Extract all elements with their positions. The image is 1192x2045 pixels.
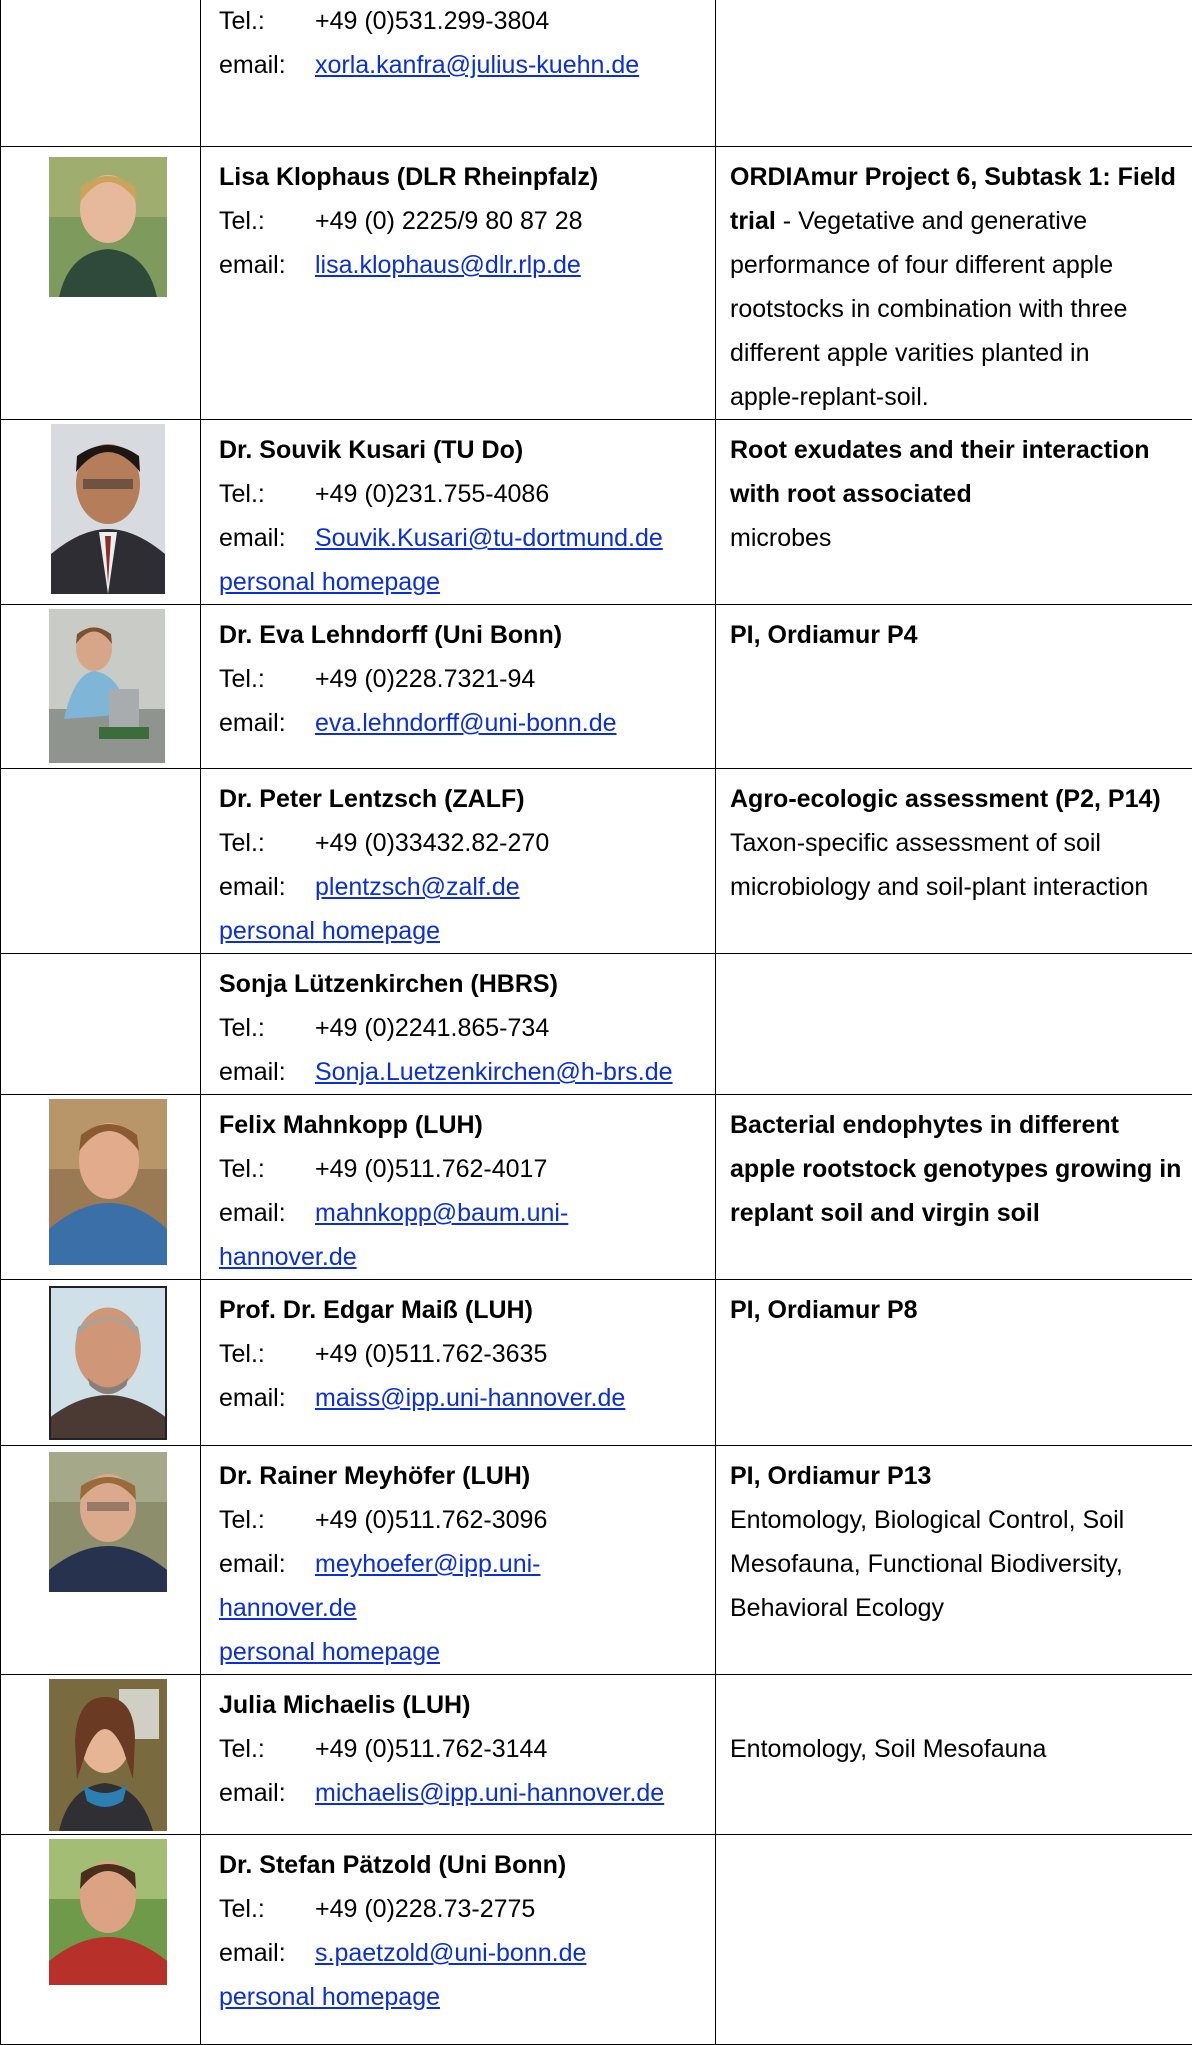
topic-text: performance of four different apple [730, 243, 1186, 287]
email-label: email: [219, 1542, 315, 1586]
topic-text: microbiology and soil-plant interaction [730, 865, 1186, 909]
topic-title: Agro-ecologic assessment (P2, P14) [730, 777, 1186, 821]
tel-label: Tel.: [219, 199, 315, 243]
phone-number: +49 (0)33432.82-270 [315, 829, 549, 857]
portrait-photo [49, 1452, 167, 1592]
topic-text: Entomology, Biological Control, Soil [730, 1498, 1186, 1542]
portrait-photo [49, 1099, 167, 1265]
contact-cell [201, 1446, 716, 1675]
person-name: Dr. Eva Lehndorff (Uni Bonn) [219, 613, 709, 657]
topic-title: apple rootstock genotypes growing in [730, 1147, 1186, 1191]
topic-text: rootstocks in combination with three [730, 287, 1186, 331]
topic-title: ORDIAmur Project 6, Subtask 1: Field [730, 155, 1186, 199]
table-row [1, 147, 1192, 420]
contact-cell [201, 1280, 716, 1446]
email-link[interactable]: Sonja.Luetzenkirchen@h-brs.de [315, 1058, 673, 1086]
personal-homepage-link[interactable]: personal homepage [219, 568, 440, 596]
tel-label: Tel.: [219, 0, 315, 43]
email-label: email: [219, 1050, 315, 1094]
email-link-continued[interactable]: hannover.de [219, 1594, 357, 1622]
email-label: email: [219, 1191, 315, 1235]
photo-cell [1, 769, 201, 954]
table-row [1, 1835, 1192, 2045]
photo-cell [1, 1675, 201, 1835]
topic-cell [716, 0, 1192, 147]
person-name: Dr. Stefan Pätzold (Uni Bonn) [219, 1843, 709, 1887]
portrait-photo [49, 1286, 167, 1440]
tel-label: Tel.: [219, 1498, 315, 1542]
table-row [1, 954, 1192, 1095]
topic-cell [716, 1446, 1192, 1675]
person-name: Felix Mahnkopp (LUH) [219, 1103, 709, 1147]
person-name: Sonja Lützenkirchen (HBRS) [219, 962, 709, 1006]
topic-text: Taxon-specific assessment of soil [730, 821, 1186, 865]
photo-cell [1, 1280, 201, 1446]
tel-label: Tel.: [219, 472, 315, 516]
email-link[interactable]: lisa.klophaus@dlr.rlp.de [315, 251, 581, 279]
topic-text: Mesofauna, Functional Biodiversity, [730, 1542, 1186, 1586]
email-link[interactable]: maiss@ipp.uni-hannover.de [315, 1384, 625, 1412]
email-link[interactable]: plentzsch@zalf.de [315, 873, 520, 901]
contact-cell [201, 147, 716, 420]
phone-number: +49 (0)228.7321-94 [315, 665, 535, 693]
topic-text: microbes [730, 516, 1186, 560]
tel-label: Tel.: [219, 1006, 315, 1050]
tel-label: Tel.: [219, 1147, 315, 1191]
topic-text: different apple varities planted in [730, 331, 1186, 375]
photo-cell [1, 147, 201, 420]
photo-cell [1, 420, 201, 605]
contact-cell [201, 0, 716, 147]
topic-title: PI, Ordiamur P13 [730, 1454, 1186, 1498]
topic-cell [716, 605, 1192, 769]
phone-number: +49 (0)511.762-3144 [315, 1735, 547, 1763]
phone-number: +49 (0)511.762-4017 [315, 1155, 547, 1183]
email-link[interactable]: Souvik.Kusari@tu-dortmund.de [315, 524, 663, 552]
tel-label: Tel.: [219, 1332, 315, 1376]
personal-homepage-link[interactable]: personal homepage [219, 917, 440, 945]
email-link-continued[interactable]: hannover.de [219, 1243, 357, 1271]
person-name: Dr. Peter Lentzsch (ZALF) [219, 777, 709, 821]
personal-homepage-link[interactable]: personal homepage [219, 1638, 440, 1666]
email-link[interactable]: s.paetzold@uni-bonn.de [315, 1939, 586, 1967]
topic-text: - Vegetative and generative [776, 207, 1087, 235]
portrait-photo [49, 1679, 167, 1831]
phone-number: +49 (0)2241.865-734 [315, 1014, 549, 1042]
email-label: email: [219, 43, 315, 87]
topic-title: PI, Ordiamur P4 [730, 613, 1186, 657]
person-name: Prof. Dr. Edgar Maiß (LUH) [219, 1288, 709, 1332]
phone-number: +49 (0) 2225/9 80 87 28 [315, 207, 583, 235]
table-row [1, 1675, 1192, 1835]
email-label: email: [219, 865, 315, 909]
topic-title: with root associated [730, 472, 1186, 516]
table-row [1, 1095, 1192, 1280]
table-row [1, 605, 1192, 769]
photo-cell [1, 1446, 201, 1675]
photo-cell [1, 0, 201, 147]
topic-text: apple-replant-soil. [730, 375, 1186, 419]
topic-cell [716, 147, 1192, 420]
contact-cell [201, 769, 716, 954]
phone-number: +49 (0)231.755-4086 [315, 480, 549, 508]
contact-cell [201, 954, 716, 1095]
photo-cell [1, 605, 201, 769]
contact-cell [201, 420, 716, 605]
table-row [1, 1280, 1192, 1446]
table-row [1, 0, 1192, 147]
email-label: email: [219, 701, 315, 745]
topic-cell [716, 1835, 1192, 2045]
topic-cell [716, 1095, 1192, 1280]
tel-label: Tel.: [219, 1727, 315, 1771]
person-name: Lisa Klophaus (DLR Rheinpfalz) [219, 155, 709, 199]
photo-cell [1, 954, 201, 1095]
topic-title: Root exudates and their interaction [730, 428, 1186, 472]
person-name: Dr. Rainer Meyhöfer (LUH) [219, 1454, 709, 1498]
tel-label: Tel.: [219, 657, 315, 701]
contact-cell [201, 1675, 716, 1835]
topic-cell [716, 420, 1192, 605]
email-link[interactable]: xorla.kanfra@julius-kuehn.de [315, 51, 639, 79]
topic-cell [716, 1280, 1192, 1446]
topic-cell [716, 954, 1192, 1095]
portrait-photo [51, 424, 165, 594]
phone-number: +49 (0)511.762-3096 [315, 1506, 547, 1534]
photo-cell [1, 1835, 201, 2045]
topic-cell [716, 1675, 1192, 1835]
topic-title: replant soil and virgin soil [730, 1191, 1186, 1235]
table-row [1, 769, 1192, 954]
phone-number: +49 (0)511.762-3635 [315, 1340, 547, 1368]
tel-label: Tel.: [219, 821, 315, 865]
email-link[interactable]: mahnkopp@baum.uni- [315, 1199, 568, 1227]
email-label: email: [219, 1376, 315, 1420]
contact-cell [201, 605, 716, 769]
phone-number: +49 (0)531.299-3804 [315, 7, 549, 35]
phone-number: +49 (0)228.73-2775 [315, 1895, 535, 1923]
table-row [1, 1446, 1192, 1675]
email-label: email: [219, 1771, 315, 1815]
portrait-photo [49, 157, 167, 297]
table-row [1, 420, 1192, 605]
topic-text: Behavioral Ecology [730, 1586, 1186, 1630]
person-name: Dr. Souvik Kusari (TU Do) [219, 428, 709, 472]
email-link[interactable]: michaelis@ipp.uni-hannover.de [315, 1779, 664, 1807]
email-link[interactable]: meyhoefer@ipp.uni- [315, 1550, 541, 1578]
email-link[interactable]: eva.lehndorff@uni-bonn.de [315, 709, 617, 737]
email-label: email: [219, 243, 315, 287]
personal-homepage-link[interactable]: personal homepage [219, 1983, 440, 2011]
portrait-photo [49, 609, 165, 763]
contact-cell [201, 1835, 716, 2045]
email-label: email: [219, 516, 315, 560]
topic-title: Bacterial endophytes in different [730, 1103, 1186, 1147]
topic-title: trial [730, 207, 776, 235]
photo-cell [1, 1095, 201, 1280]
topic-title: PI, Ordiamur P8 [730, 1288, 1186, 1332]
topic-cell [716, 769, 1192, 954]
person-name: Julia Michaelis (LUH) [219, 1683, 709, 1727]
tel-label: Tel.: [219, 1887, 315, 1931]
portrait-photo [49, 1839, 167, 1985]
topic-text: Entomology, Soil Mesofauna [730, 1727, 1186, 1771]
email-label: email: [219, 1931, 315, 1975]
contact-cell [201, 1095, 716, 1280]
